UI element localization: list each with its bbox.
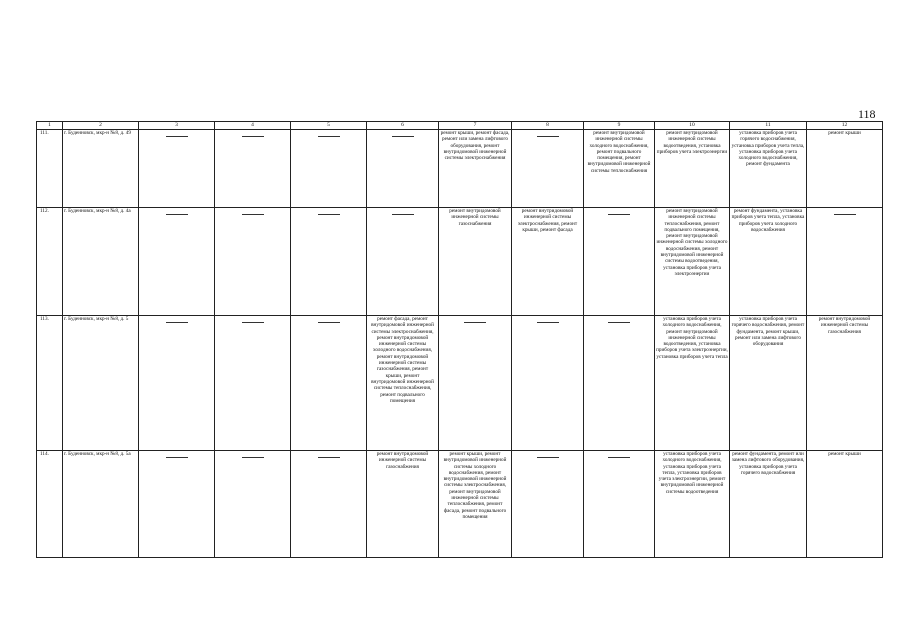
column-header: 4	[215, 122, 291, 130]
row-number: 113.	[37, 316, 63, 451]
table-cell: ремонт внутридомовой инженерной системы газоснабжения	[807, 316, 883, 451]
empty-dash	[166, 457, 188, 458]
table-cell	[215, 316, 291, 451]
table-cell: установка приборов учета горячего водоснабжения, ремонт фундамента, ремонт крыши, ремонт или замена лифтового оборудования	[730, 316, 807, 451]
table-row	[37, 451, 883, 558]
repair-schedule-table	[36, 121, 883, 558]
empty-dash	[318, 136, 340, 137]
table-cell	[291, 316, 367, 451]
column-header: 2	[63, 122, 139, 130]
column-header: 7	[439, 122, 512, 130]
table-cell	[584, 316, 655, 451]
column-header: 3	[139, 122, 215, 130]
table-cell	[215, 130, 291, 208]
table-cell	[139, 451, 215, 558]
address-cell: г. Буденновск, мкр-н №8, д. 49	[63, 130, 139, 208]
empty-dash	[242, 457, 264, 458]
table-cell: ремонт фундамента, ремонт или замена лифтового оборудования, установка приборов учета горячего водоснабжения	[730, 451, 807, 558]
empty-dash	[318, 214, 340, 215]
table-cell	[215, 208, 291, 316]
column-header: 8	[512, 122, 584, 130]
table-cell: ремонт фасада, ремонт внутридомовой инженерной системы электроснабжения, ремонт внутридомовой инженерной системы холодного водоснабжения, ремонт внутридомовой инженерной системы газоснабжения, ремонт крыши, ремонт внутридомовой инженерной системы теплоснабжения, ремонт подвального помещения	[367, 316, 439, 451]
table-cell	[584, 451, 655, 558]
table-cell	[139, 208, 215, 316]
empty-dash	[318, 457, 340, 458]
table-cell: ремонт фундамента, установка приборов учета тепла, установка приборов учета холодного водоснабжения	[730, 208, 807, 316]
empty-dash	[537, 322, 559, 323]
empty-dash	[242, 322, 264, 323]
table-cell: установка приборов учета холодного водоснабжения, установка приборов учета тепла, установка приборов учета электроэнергии, ремонт внутридомовой инженерной системы водоотведения	[655, 451, 730, 558]
empty-dash	[537, 136, 559, 137]
column-number-row	[37, 122, 883, 130]
table-cell: ремонт крыши, ремонт фасада, ремонт или замена лифтового оборудования, ремонт внутридомовой инженерной системы электроснабжения	[439, 130, 512, 208]
page-number: 118	[858, 107, 876, 121]
table-cell	[215, 451, 291, 558]
table-row	[37, 208, 883, 316]
table-cell: ремонт внутридомовой инженерной системы теплоснабжения, ремонт подвального помещения, ремонт внутридомовой инженерной системы холодного водоснабжения, ремонт внутридомовой инженерной системы водоотведения, установка приборов учета электроэнергии	[655, 208, 730, 316]
empty-dash	[392, 214, 414, 215]
table-cell	[807, 208, 883, 316]
table-cell	[291, 130, 367, 208]
empty-dash	[608, 214, 630, 215]
table-cell	[139, 316, 215, 451]
empty-dash	[166, 214, 188, 215]
row-number: 112.	[37, 208, 63, 316]
table-cell	[512, 316, 584, 451]
column-header: 10	[655, 122, 730, 130]
table-row	[37, 316, 883, 451]
empty-dash	[242, 136, 264, 137]
table-cell	[291, 451, 367, 558]
table-cell	[367, 130, 439, 208]
empty-dash	[242, 214, 264, 215]
empty-dash	[166, 322, 188, 323]
table-cell	[439, 316, 512, 451]
column-header: 5	[291, 122, 367, 130]
empty-dash	[464, 322, 486, 323]
table-cell: ремонт внутридомовой инженерной системы газоснабжения	[367, 451, 439, 558]
column-header: 12	[807, 122, 883, 130]
table-cell: ремонт внутридомовой инженерной системы холодного водоснабжения, ремонт подвального помещения, ремонт внутридомовой инженерной системы теплоснабжения	[584, 130, 655, 208]
table-cell: установка приборов учета холодного водоснабжения, ремонт внутридомовой инженерной системы водоотведения, установка приборов учета электроэнергии, установка приборов учета тепла	[655, 316, 730, 451]
empty-dash	[166, 136, 188, 137]
column-header: 6	[367, 122, 439, 130]
table-cell: ремонт внутридомовой инженерной системы электроснабжения, ремонт крыши, ремонт фасада	[512, 208, 584, 316]
table-cell	[367, 208, 439, 316]
table-cell	[584, 208, 655, 316]
column-header: 1	[37, 122, 63, 130]
table-cell: ремонт крыши	[807, 451, 883, 558]
table-cell	[291, 208, 367, 316]
table-cell	[512, 130, 584, 208]
column-header: 9	[584, 122, 655, 130]
table-cell	[512, 451, 584, 558]
table-cell	[139, 130, 215, 208]
table-cell: ремонт крыши, ремонт внутридомовой инженерной системы холодного водоснабжения, ремонт внутридомовой инженерной системы электроснабжения, ремонт внутридомовой инженерной системы теплоснабжения, ремонт фасада, ремонт подвального помещения	[439, 451, 512, 558]
row-number: 114.	[37, 451, 63, 558]
row-number: 111.	[37, 130, 63, 208]
empty-dash	[834, 214, 856, 215]
empty-dash	[392, 136, 414, 137]
table-row	[37, 130, 883, 208]
table-cell: ремонт крыши	[807, 130, 883, 208]
table-cell: ремонт внутридомовой инженерной системы газоснабжения	[439, 208, 512, 316]
address-cell: г. Буденновск, мкр-н №8, д. 5а	[63, 451, 139, 558]
table-cell: ремонт внутридомовой инженерной системы водоотведения, установка приборов учета электроэнергии	[655, 130, 730, 208]
empty-dash	[537, 457, 559, 458]
empty-dash	[608, 322, 630, 323]
column-header: 11	[730, 122, 807, 130]
address-cell: г. Буденновск, мкр-н №8, д. 4а	[63, 208, 139, 316]
address-cell: г. Буденновск, мкр-н №8, д. 5	[63, 316, 139, 451]
empty-dash	[318, 322, 340, 323]
table-cell: установка приборов учета горячего водоснабжения, установка приборов учета тепла, установка приборов учета холодного водоснабжения, ремонт фундамента	[730, 130, 807, 208]
empty-dash	[608, 457, 630, 458]
